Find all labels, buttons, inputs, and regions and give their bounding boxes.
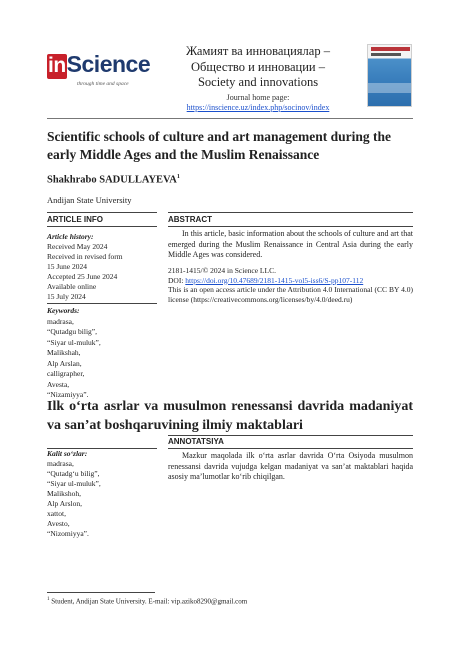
journal-name-en: Society and innovations xyxy=(197,75,319,89)
keywords-block xyxy=(47,306,152,401)
journal-name-uz: Жамият ва инновациялар – xyxy=(186,44,330,58)
journal-name-ru: Общество и инновации – xyxy=(191,59,325,74)
abstract-paragraph: In this article, basic information about the schools of culture and art that emerged during the Muslim Renaissance in Central Asia during the early Middle Ages was considered. xyxy=(168,229,413,259)
keyword-item: Alp Arslan, xyxy=(47,358,82,368)
keywords-rule xyxy=(47,303,157,304)
uzbek-keyword-item: Avesto, xyxy=(47,519,70,528)
footnote xyxy=(47,597,247,605)
uzbek-keywords-label: Kalit so‘zlar: xyxy=(47,449,88,458)
keyword-item: calligrapher, xyxy=(47,369,85,378)
uzbek-title: Ilk o‘rta asrlar va musulmon renessansi davrida madaniyat va san’at boshqaruvining ilmiy maktablari xyxy=(47,399,413,433)
keyword-item: “Nizamiyya”. xyxy=(47,390,89,399)
article-info-top-rule xyxy=(47,212,157,213)
history-line: Available online xyxy=(47,282,97,291)
publication-info xyxy=(168,266,413,304)
history-line: Received May 2024 xyxy=(47,242,108,251)
uzbek-keyword-item: xattot, xyxy=(47,509,66,518)
author-name-text: Shakhrabo SADULLAYEVA xyxy=(47,174,177,186)
annotation-heading: ANNOTATSIYA xyxy=(168,437,224,446)
journal-cover-image xyxy=(367,44,412,107)
footnote-mark: 1 xyxy=(47,597,50,602)
logo-in: in xyxy=(48,54,66,77)
homepage-link[interactable]: https://inscience.uz/index.php/socinov/index xyxy=(186,102,330,112)
doi-link[interactable]: https://doi.org/10.47689/2181-1415-vol5-iss6/S-pp107-112 xyxy=(185,275,364,285)
doi-line xyxy=(168,276,413,286)
article-history-label: Article history: xyxy=(47,232,94,241)
journal-header xyxy=(158,44,358,113)
keyword-item: “Qutadgu bilig”, xyxy=(47,327,97,336)
history-line: Accepted 25 June 2024 xyxy=(47,272,118,281)
abstract-text xyxy=(168,229,413,261)
logo-science: Science xyxy=(66,51,151,77)
history-line: 15 June 2024 xyxy=(47,262,87,271)
uzbek-keyword-item: “Qutadg‘u bilig”, xyxy=(47,469,100,478)
annotation-top-rule xyxy=(168,435,413,436)
uzbek-keyword-item: Alp Arslon, xyxy=(47,499,83,508)
keyword-item: Malikshah, xyxy=(47,348,81,357)
doi-label: DOI: xyxy=(168,275,184,285)
author-name xyxy=(47,174,180,186)
article-title: Scientific schools of culture and art management during the early Middle Ages and the Muslim Renaissance xyxy=(47,129,391,162)
abstract-heading: ABSTRACT xyxy=(168,215,212,224)
article-history xyxy=(47,232,152,302)
abstract-bottom-rule xyxy=(168,226,413,227)
logo-wordmark xyxy=(47,51,151,79)
uzbek-keyword-item: Malikshoh, xyxy=(47,489,81,498)
cover-wave xyxy=(368,83,412,93)
uzbek-annotation-text: Mazkur maqolada ilk o‘rta asrlar davrida O‘rta Osiyoda musulmon renessansi davrida vujudga kelgan madaniyat va san’at maktablari haqida asosiy ma’lumotlar ko‘rib chiqilgan. xyxy=(168,451,413,481)
uzbek-keyword-item: madrasa, xyxy=(47,459,74,468)
history-line: 15 July 2024 xyxy=(47,292,86,301)
keyword-item: Avesta, xyxy=(47,379,70,389)
cover-title-bar xyxy=(371,47,410,51)
abstract-top-rule xyxy=(168,212,413,213)
author-affiliation: Andijan State University xyxy=(47,195,132,205)
article-info-bottom-rule xyxy=(47,226,157,227)
header-divider xyxy=(47,118,413,119)
history-line: Received in revised form xyxy=(47,252,123,261)
keyword-item: “Siyar ul-muluk”, xyxy=(47,337,101,347)
footnote-text: Student, Andijan State University. E-mail: vip.aziko8290@gmail.com xyxy=(51,597,248,606)
logo-tagline: through time and space xyxy=(77,81,129,87)
uzbek-keywords-block xyxy=(47,449,152,539)
footnote-rule xyxy=(47,592,155,593)
keywords-label: Keywords: xyxy=(47,306,80,315)
homepage-label: Journal home page: xyxy=(226,92,290,102)
journal-logo xyxy=(47,51,151,94)
uzbek-keyword-item: “Siyar ul-muluk”, xyxy=(47,479,101,488)
issn-line: 2181-1415/© 2024 in Science LLC. xyxy=(168,266,276,275)
author-footnote-mark: 1 xyxy=(176,174,180,180)
uzbek-keyword-item: “Nizomiyya”. xyxy=(47,529,89,538)
cover-subtitle-bar xyxy=(371,53,401,56)
annotation-bottom-rule xyxy=(168,448,413,449)
keyword-item: madrasa, xyxy=(47,316,74,326)
article-info-heading: ARTICLE INFO xyxy=(47,215,103,224)
license-text: This is an open access article under the Attribution 4.0 International (CC BY 4.0) license (https://creativecommons.org/licenses/by/4.0/deed.ru) xyxy=(168,285,413,304)
